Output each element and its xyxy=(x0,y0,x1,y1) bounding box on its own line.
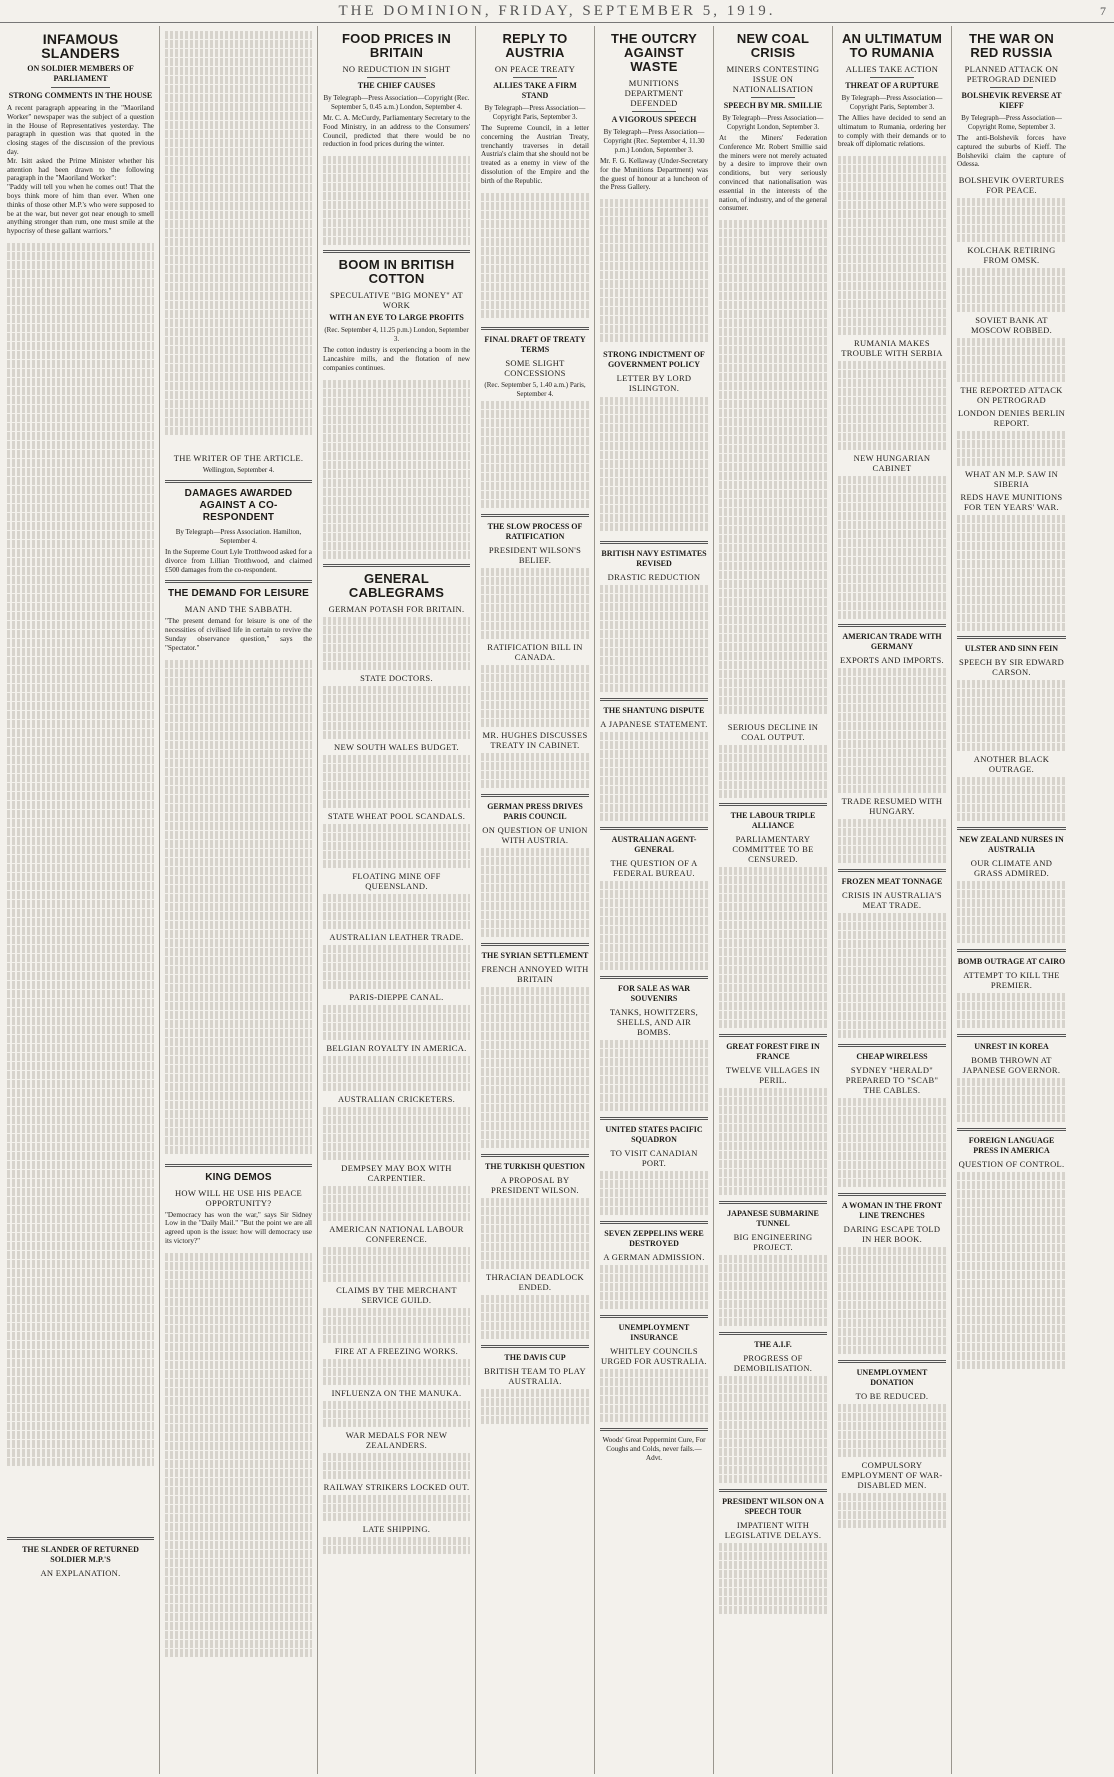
subheadline: STATE DOCTORS. xyxy=(360,672,433,683)
article-text: At the Miners' Federation Conference Mr. Robert Smillie said the miners were not merely actuated by a desire to improve their own conditions, but very seriously convinced that nationalisation was essential in the interests of the nation, of industry, and of the general consumer. xyxy=(719,134,827,213)
article-slander-returned-soldiers xyxy=(7,1545,154,1578)
article-infamous-slanders xyxy=(7,32,154,236)
article-cheap-wireless xyxy=(838,1052,946,1187)
divider xyxy=(600,1315,708,1318)
subheadline: MINERS CONTESTING ISSUE ON NATIONALISATION xyxy=(726,64,820,94)
article-bomb-cairo xyxy=(957,957,1066,1028)
subheadline: LONDON DENIES BERLIN REPORT. xyxy=(957,408,1066,429)
divider xyxy=(481,794,589,797)
headline: THE DEMAND FOR LEISURE xyxy=(167,588,310,600)
article-text: In the Supreme Court Lyle Trotthwood asked for a divorce from Lillian Trotthwood, and claimed £500 damages from the co-respondent. xyxy=(165,548,312,574)
subheadline: KOLCHAK RETIRING FROM OMSK. xyxy=(967,245,1056,266)
subheadline: BRITISH TEAM TO PLAY AUSTRALIA. xyxy=(484,1365,586,1386)
headline: FOOD PRICES IN BRITAIN xyxy=(342,31,451,60)
article-text: The cotton industry is experiencing a boom in the Lancashire mills, and the flotation of new companies continues. xyxy=(323,346,470,372)
headline: THE OUTCRY AGAINST WASTE xyxy=(610,31,698,74)
body-text-block xyxy=(165,1252,312,1672)
subheadline: PARLIAMENTARY COMMITTEE TO BE CENSURED. xyxy=(732,834,814,865)
article-turkish-question xyxy=(481,1162,589,1339)
subheadline: A VIGOROUS SPEECH xyxy=(611,115,697,124)
dateline: (Rec. September 4, 11.25 p.m.) London, September 3. xyxy=(324,326,469,344)
dateline: By Telegraph—Press Association—Copyright (Rec. September 5, 0.45 a.m.) London, September 4. xyxy=(323,94,470,111)
divider xyxy=(957,1128,1066,1131)
article-text: Mr. C. A. McCurdy, Parliamentary Secretary to the Food Ministry, in an address to the Consumers' Council, predicted that there would be no reduction in food prices during the winter. xyxy=(323,114,470,149)
subheadline: SOME SLIGHT CONCESSIONS xyxy=(504,357,566,378)
article-text: Mr. F. G. Kellaway (Under-Secretary for the Munitions Department) was the guest of honour at a luncheon of the Press Gallery. xyxy=(600,157,708,192)
subheadline: CRISIS IN AUSTRALIA'S MEAT TRADE. xyxy=(842,890,942,911)
subheadline: ALLIES TAKE ACTION xyxy=(845,64,939,74)
subheadline: BIG ENGINEERING PROJECT. xyxy=(733,1232,813,1253)
subheadline: OUR CLIMATE AND GRASS ADMIRED. xyxy=(970,858,1053,879)
article-ulster-sinn-fein xyxy=(957,644,1066,821)
article-navy-estimates xyxy=(600,549,708,692)
subheadline: STRONG COMMENTS IN THE HOUSE xyxy=(8,91,153,100)
subheadline: GERMAN POTASH FOR BRITAIN. xyxy=(328,603,465,614)
article-syrian-settlement xyxy=(481,951,589,1148)
divider xyxy=(751,97,794,98)
body-text-block xyxy=(165,659,312,1159)
subheadline: THE SYRIAN SETTLEMENT xyxy=(481,950,589,960)
divider xyxy=(600,541,708,544)
divider xyxy=(600,976,708,979)
article-damages xyxy=(165,488,312,574)
divider xyxy=(990,87,1034,88)
subheadline: NEW SOUTH WALES BUDGET. xyxy=(334,741,459,752)
subheadline: PARIS-DIEPPE CANAL. xyxy=(349,991,444,1002)
column-2 xyxy=(160,26,318,1774)
dateline: By Telegraph—Press Association—Copyright Rome, September 3. xyxy=(961,114,1062,131)
article-zeppelins xyxy=(600,1229,708,1309)
subheadline: IMPATIENT WITH LEGISLATIVE DELAYS. xyxy=(724,1520,822,1541)
subheadline: PROGRESS OF DEMOBILISATION. xyxy=(733,1353,813,1374)
subheadline: ATTEMPT TO KILL THE PREMIER. xyxy=(963,970,1060,991)
subheadline: PLANNED ATTACK ON PETROGRAD DENIED xyxy=(964,64,1059,84)
divider xyxy=(957,949,1066,952)
divider xyxy=(957,827,1066,830)
subheadline: HOW WILL HE USE HIS PEACE OPPORTUNITY? xyxy=(174,1187,303,1208)
headline: NEW COAL CRISIS xyxy=(736,31,810,60)
divider xyxy=(719,803,827,806)
advertisement: Woods' Great Peppermint Cure, For Coughs and Colds, never fails.—Advt. xyxy=(602,1436,706,1462)
subheadline: DARING ESCAPE TOLD IN HER BOOK. xyxy=(843,1224,941,1245)
subheadline: AUSTRALIAN CRICKETERS. xyxy=(337,1093,456,1104)
body-text-block xyxy=(481,192,589,322)
article-german-press xyxy=(481,802,589,937)
divider xyxy=(165,480,312,483)
article-davis-cup xyxy=(481,1353,589,1424)
column-6 xyxy=(714,26,833,1774)
divider xyxy=(870,77,913,78)
dateline: By Telegraph—Press Association—Copyright (Rec. September 4, 11.30 p.m.) London, September 3. xyxy=(603,128,705,154)
article-wilson-tour xyxy=(719,1497,827,1614)
subheadline: RAILWAY STRIKERS LOCKED OUT. xyxy=(323,1481,470,1492)
body-text-block xyxy=(600,396,708,536)
article-pacific-squadron xyxy=(600,1125,708,1215)
article-text: "Democracy has won the war," says Sir Sidney Low in the "Daily Mail." "But the point we are all agreed upon is the issue: how will democracy use its victory?" xyxy=(165,1210,312,1245)
headline: BOOM IN BRITISH COTTON xyxy=(338,257,455,287)
article-nz-nurses xyxy=(957,835,1066,943)
subheadline: FROZEN MEAT TONNAGE xyxy=(841,877,943,887)
subheadline: UNEMPLOYMENT INSURANCE xyxy=(618,1323,690,1343)
subheadline: THREAT OF A RUPTURE xyxy=(845,81,939,90)
subheadline: TWELVE VILLAGES IN PERIL. xyxy=(725,1065,821,1086)
divider xyxy=(481,1154,589,1157)
subheadline: FRENCH ANNOYED WITH BRITAIN xyxy=(481,963,589,984)
article-general-cablegrams xyxy=(323,572,470,1554)
article-frozen-meat xyxy=(838,877,946,1038)
subheadline: SYDNEY "HERALD" PREPARED TO "SCAB" THE CABLES. xyxy=(845,1065,939,1096)
subheadline: WAR MEDALS FOR NEW ZEALANDERS. xyxy=(345,1429,448,1450)
subheadline: FLOATING MINE OFF QUEENSLAND. xyxy=(352,870,441,891)
subheadline: AUSTRALIAN AGENT-GENERAL xyxy=(611,835,697,855)
subheadline: SERIOUS DECLINE IN COAL OUTPUT. xyxy=(727,722,819,743)
divider xyxy=(838,869,946,872)
subheadline: MAN AND THE SABBATH. xyxy=(184,604,293,615)
subheadline: THE DAVIS CUP xyxy=(504,1352,566,1362)
dateline: By Telegraph—Press Association—Copyright Paris, September 3. xyxy=(841,94,943,111)
subheadline: EXPORTS AND IMPORTS. xyxy=(840,655,944,666)
headline: KING DEMOS xyxy=(205,1171,272,1183)
subheadline: NO REDUCTION IN SIGHT xyxy=(342,64,451,74)
column-7 xyxy=(833,26,952,1774)
article-ratification xyxy=(481,522,589,788)
article-final-draft xyxy=(481,335,589,508)
subheadline: LETTER BY LORD ISLINGTON. xyxy=(616,373,692,394)
divider xyxy=(600,827,708,830)
headline: GENERAL CABLEGRAMS xyxy=(348,570,445,600)
headline: THE WAR ON RED RUSSIA xyxy=(968,31,1055,60)
subheadline: PRESIDENT WILSON ON A SPEECH TOUR xyxy=(722,1497,824,1517)
headline: AN ULTIMATUM TO RUMANIA xyxy=(841,31,943,60)
article-aif xyxy=(719,1340,827,1483)
divider xyxy=(481,327,589,330)
divider xyxy=(600,1428,708,1431)
divider xyxy=(838,1193,946,1196)
article-food-prices xyxy=(323,32,470,149)
subheadline: A WOMAN IN THE FRONT LINE TRENCHES xyxy=(841,1201,943,1221)
page-number: 7 xyxy=(1100,4,1106,18)
article-text: A recent paragraph appearing in the "Maoriland Worker" newspaper was the subject of a question in the House of Representatives yesterday. The paragraph in question was that quoted in the closing stages of the discussion of the previous day. xyxy=(7,104,154,156)
masthead xyxy=(0,0,1114,23)
subheadline: THE SLANDER OF RETURNED SOLDIER M.P.'S xyxy=(22,1544,139,1564)
subheadline: A JAPANESE STATEMENT. xyxy=(600,719,708,730)
column-4 xyxy=(476,26,595,1774)
column-3 xyxy=(318,26,476,1774)
subheadline: TO VISIT CANADIAN PORT. xyxy=(610,1148,698,1169)
article-ultimatum-rumania xyxy=(838,32,946,149)
divider xyxy=(838,1360,946,1363)
subheadline: THE TURKISH QUESTION xyxy=(485,1161,585,1171)
divider xyxy=(165,1164,312,1167)
body-text-block xyxy=(838,155,946,335)
divider xyxy=(165,580,312,583)
article-agent-general xyxy=(600,835,708,970)
article-text: The Supreme Council, in a letter concerning the Austrian Treaty, trenchantly traverses in detail Austria's claim that she should not be treated as a enemy in view of the dissolution of the Empire and the birth of the Republic. xyxy=(481,124,589,185)
subheadline: COMPULSORY EMPLOYMENT OF WAR-DISABLED MEN. xyxy=(841,1460,943,1491)
column-1 xyxy=(2,26,160,1774)
subheadline: FOR SALE AS WAR SOUVENIRS xyxy=(617,984,691,1004)
body-text-block xyxy=(600,198,708,348)
subheadline: TANKS, HOWITZERS, SHELLS, AND AIR BOMBS. xyxy=(609,1007,699,1038)
body-text-block xyxy=(719,219,827,719)
article-king-demos xyxy=(165,1172,312,1246)
article-text: Mr. Isitt asked the Prime Minister whether his attention had been drawn to the following paragraph in the "Maoriland Worker": xyxy=(7,156,154,183)
subheadline: THE REPORTED ATTACK ON PETROGRAD xyxy=(960,385,1063,406)
subheadline: ANOTHER BLACK OUTRAGE. xyxy=(973,754,1050,775)
subheadline: MUNITIONS DEPARTMENT DEFENDED xyxy=(624,78,684,108)
subheadline: STRONG INDICTMENT OF GOVERNMENT POLICY xyxy=(603,350,705,370)
divider xyxy=(7,1537,154,1540)
subheadline: THE WRITER OF THE ARTICLE. xyxy=(173,453,304,463)
article-forest-fire xyxy=(719,1042,827,1195)
body-text-block xyxy=(323,155,470,245)
divider xyxy=(632,111,675,112)
divider xyxy=(513,77,556,78)
subheadline: BRITISH NAVY ESTIMATES REVISED xyxy=(601,549,707,569)
subheadline: BOLSHEVIK OVERTURES FOR PEACE. xyxy=(958,175,1065,196)
subheadline: THE CHIEF CAUSES xyxy=(357,81,436,90)
subheadline: DRASTIC REDUCTION xyxy=(607,572,701,583)
dateline: By Telegraph—Press Association. Hamilton, September 4. xyxy=(175,528,302,545)
article-submarine-tunnel xyxy=(719,1209,827,1326)
article-british-cotton xyxy=(323,258,470,372)
subheadline: PRESIDENT WILSON'S BELIEF. xyxy=(488,544,582,565)
subheadline: SPEECH BY SIR EDWARD CARSON. xyxy=(958,657,1065,678)
article-outcry-against-waste xyxy=(600,32,708,192)
divider xyxy=(957,636,1066,639)
subheadline: THRACIAN DEADLOCK ENDED. xyxy=(486,1271,584,1292)
subheadline: ULSTER AND SINN FEIN xyxy=(964,644,1059,654)
dateline: Wellington, September 4. xyxy=(202,466,275,474)
dateline: By Telegraph—Press Association—Copyright Paris, September 3. xyxy=(484,104,586,121)
subheadline: ALLIES TAKE A FIRM STAND xyxy=(493,81,577,100)
subheadline: ON SOLDIER MEMBERS OF PARLIAMENT xyxy=(27,64,134,83)
subheadline: ON QUESTION OF UNION WITH AUSTRIA. xyxy=(482,824,588,845)
subheadline: AMERICAN NATIONAL LABOUR CONFERENCE. xyxy=(329,1223,464,1244)
subheadline: UNEMPLOYMENT DONATION xyxy=(856,1368,928,1388)
subheadline: WHAT AN M.P. SAW IN SIBERIA xyxy=(964,469,1059,490)
divider xyxy=(323,564,470,567)
subheadline: FIRE AT A FREEZING WORKS. xyxy=(334,1345,459,1356)
body-text-block xyxy=(323,379,470,559)
subheadline: THE SHANTUNG DISPUTE xyxy=(603,706,705,716)
masthead-title: THE DOMINION, FRIDAY, SEPTEMBER 5, 1919. xyxy=(338,3,776,19)
subheadline: SPECULATIVE "BIG MONEY" AT WORK xyxy=(329,290,464,311)
subheadline: RATIFICATION BILL IN CANADA. xyxy=(487,641,583,662)
subheadline: NEW HUNGARIAN CABINET xyxy=(853,453,931,474)
dateline: (Rec. September 5, 1.40 a.m.) Paris, September 4. xyxy=(484,380,586,398)
article-reply-to-austria xyxy=(481,32,589,186)
subheadline: BOLSHEVIK REVERSE AT KIEFF xyxy=(961,91,1062,110)
subheadline: ON PEACE TREATY xyxy=(494,64,576,74)
subheadline: QUESTION OF CONTROL. xyxy=(958,1159,1065,1170)
divider xyxy=(481,943,589,946)
divider xyxy=(719,1034,827,1037)
dateline: By Telegraph—Press Association—Copyright London, September 3. xyxy=(722,114,824,131)
subheadline: AMERICAN TRADE WITH GERMANY xyxy=(842,632,942,652)
subheadline: CLAIMS BY THE MERCHANT SERVICE GUILD. xyxy=(336,1284,457,1305)
subheadline: AN EXPLANATION. xyxy=(40,1567,121,1578)
divider xyxy=(323,250,470,253)
divider xyxy=(481,514,589,517)
article-text: The anti-Bolshevik forces have captured the suburbs of Kieff. The Bolsheviki claim the capture of Odessa. xyxy=(957,134,1066,169)
headline: REPLY TO AUSTRIA xyxy=(502,31,568,60)
subheadline: THE QUESTION OF A FEDERAL BUREAU. xyxy=(610,858,698,879)
article-text: "Paddy will tell you when he comes out! That the boys think more of him than ever. When one thinks of those other M.P.'s who were supposed to be at the war, but never got near enough to smell anything stronger than rum, one must smile at the hypocrisy of these gallant warriors." xyxy=(7,183,154,236)
headline: INFAMOUS SLANDERS xyxy=(41,31,120,61)
article-foreign-press xyxy=(957,1136,1066,1369)
column-8 xyxy=(952,26,1071,1774)
subheadline: THE SLOW PROCESS OF RATIFICATION xyxy=(487,521,583,541)
divider xyxy=(600,698,708,701)
article-text: The Allies have decided to send an ultimatum to Rumania, ordering her to comply with their demands or to break off diplomatic relations. xyxy=(838,114,946,149)
article-unrest-korea xyxy=(957,1042,1066,1122)
subheadline: AUSTRALIAN LEATHER TRADE. xyxy=(329,931,464,942)
article-war-on-red-russia xyxy=(957,32,1066,169)
divider xyxy=(719,1489,827,1492)
subheadline: FINAL DRAFT OF TREATY TERMS xyxy=(484,334,586,354)
subheadline: INFLUENZA ON THE MANUKA. xyxy=(331,1387,462,1398)
article-unemployment-insurance xyxy=(600,1323,708,1422)
divider xyxy=(719,1332,827,1335)
article-demand-for-leisure xyxy=(165,588,312,652)
article-shantung-dispute xyxy=(600,706,708,821)
article-war-souvenirs xyxy=(600,984,708,1111)
subheadline: GERMAN PRESS DRIVES PARIS COUNCIL xyxy=(487,801,583,821)
subheadline: NEW ZEALAND NURSES IN AUSTRALIA xyxy=(959,835,1064,855)
divider xyxy=(51,87,110,88)
subheadline: A GERMAN ADMISSION. xyxy=(603,1252,705,1263)
subheadline: WHITLEY COUNCILS URGED FOR AUSTRALIA. xyxy=(601,1346,707,1367)
subheadline: THE A.I.F. xyxy=(754,1340,792,1350)
columns xyxy=(2,26,1112,1774)
subheadline: UNITED STATES PACIFIC SQUADRON xyxy=(605,1125,703,1145)
divider xyxy=(481,1345,589,1348)
body-text-block xyxy=(165,30,312,450)
article-woman-trenches xyxy=(838,1201,946,1354)
subheadline: WITH AN EYE TO LARGE PROFITS xyxy=(329,313,464,323)
divider xyxy=(367,77,426,78)
article-new-coal-crisis xyxy=(719,32,827,213)
subheadline: THE LABOUR TRIPLE ALLIANCE xyxy=(730,811,816,831)
divider xyxy=(600,1117,708,1120)
subheadline: RUMANIA MAKES TROUBLE WITH SERBIA xyxy=(841,338,943,359)
subheadline: A PROPOSAL BY PRESIDENT WILSON. xyxy=(491,1174,579,1195)
column-5 xyxy=(595,26,714,1774)
subheadline: GREAT FOREST FIRE IN FRANCE xyxy=(726,1042,820,1062)
divider xyxy=(957,1034,1066,1037)
subheadline: SPEECH BY MR. SMILLIE xyxy=(723,101,823,110)
subheadline: TRADE RESUMED WITH HUNGARY. xyxy=(841,796,943,817)
subheadline: LATE SHIPPING. xyxy=(362,1523,431,1534)
subheadline: BOMB OUTRAGE AT CAIRO xyxy=(957,957,1066,967)
subheadline: FOREIGN LANGUAGE PRESS IN AMERICA xyxy=(968,1136,1055,1156)
subheadline: STATE WHEAT POOL SCANDALS. xyxy=(327,810,466,821)
headline: DAMAGES AWARDED AGAINST A CO-RESPONDENT xyxy=(184,488,293,523)
subheadline: SEVEN ZEPPELINS WERE DESTROYED xyxy=(604,1229,704,1249)
subheadline: TO BE REDUCED. xyxy=(855,1391,929,1402)
divider xyxy=(600,1221,708,1224)
divider xyxy=(838,624,946,627)
subheadline: SOVIET BANK AT MOSCOW ROBBED. xyxy=(970,315,1053,336)
subheadline: UNREST IN KOREA xyxy=(974,1042,1049,1052)
article-american-trade xyxy=(838,632,946,863)
subheadline: JAPANESE SUBMARINE TUNNEL xyxy=(727,1209,819,1229)
subheadline: BELGIAN ROYALTY IN AMERICA. xyxy=(326,1042,467,1053)
body-text-block xyxy=(7,242,154,1532)
subheadline: BOMB THROWN AT JAPANESE GOVERNOR. xyxy=(962,1055,1061,1076)
divider xyxy=(838,1044,946,1047)
subheadline: REDS HAVE MUNITIONS FOR TEN YEARS' WAR. xyxy=(960,492,1063,513)
article-text: "The present demand for leisure is one of the necessities of civilised life in certain to revive the Sunday observance question," says the "Spectator." xyxy=(165,617,312,652)
divider xyxy=(719,1201,827,1204)
article-unemployment-donation xyxy=(838,1368,946,1528)
subheadline: MR. HUGHES DISCUSSES TREATY IN CABINET. xyxy=(482,729,588,750)
subheadline: DEMPSEY MAY BOX WITH CARPENTIER. xyxy=(341,1162,452,1183)
article-triple-alliance xyxy=(719,811,827,1028)
subheadline: CHEAP WIRELESS xyxy=(856,1052,928,1062)
